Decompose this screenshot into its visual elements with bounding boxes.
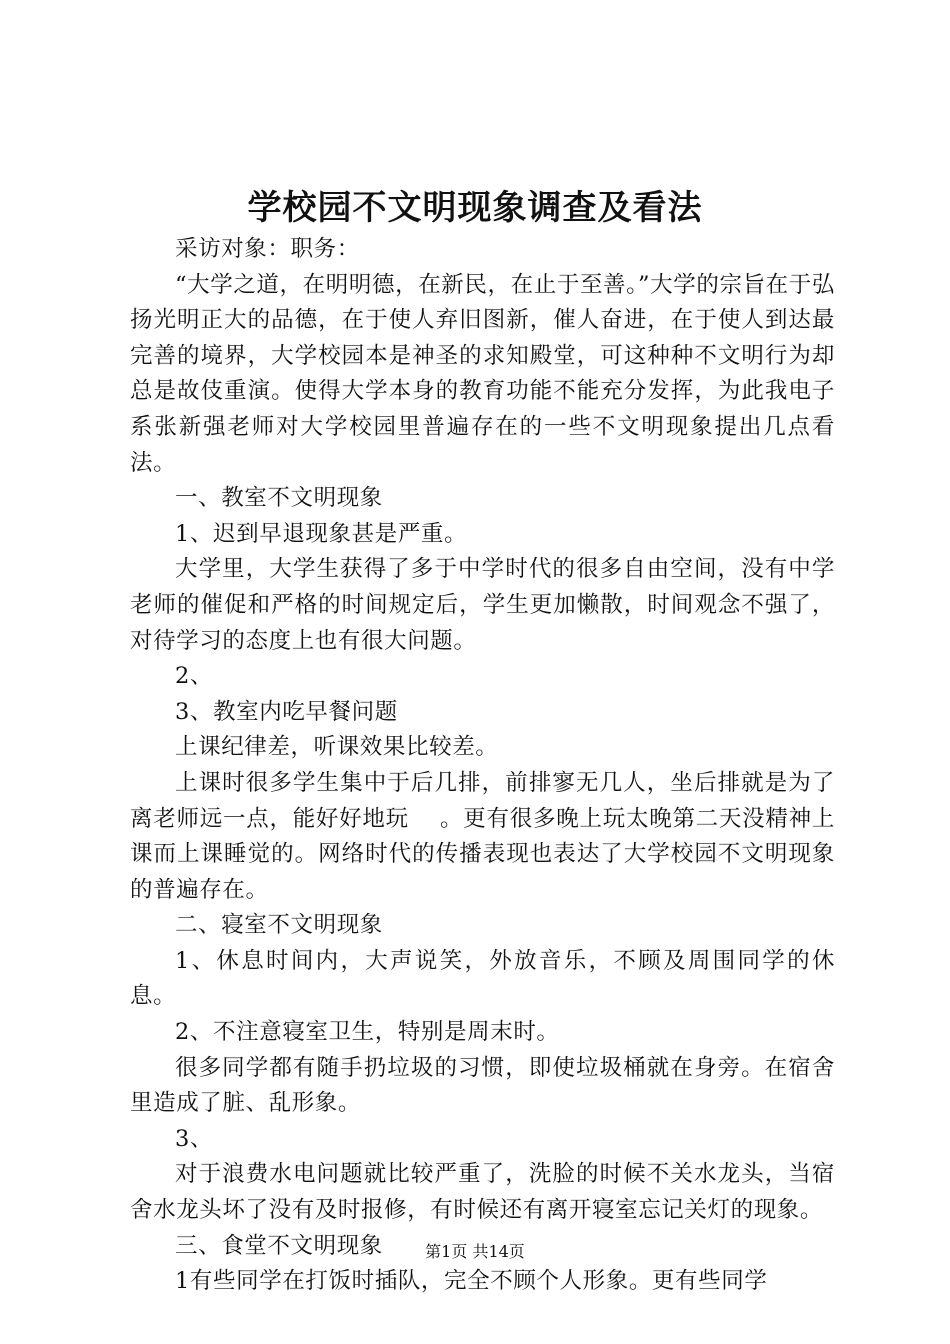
paragraph: 对于浪费水电问题就比较严重了，洗脸的时候不关水龙头，当宿舍水龙头坏了没有及时报修，有时候还有离开寝室忘记关灯的现象。 [130, 1161, 835, 1224]
section-heading-canteen: 三、食堂不文明现象 [175, 1232, 383, 1259]
page-footer: 第1页 共14页 [425, 1242, 525, 1261]
list-item: 3、 [175, 1125, 214, 1152]
paragraph: 1有些同学在打饭时插队，完全不顾个人形象。更有些同学 [175, 1268, 768, 1295]
page-title: 学校园不文明现象调查及看法 [247, 188, 703, 228]
list-item: 1、休息时间内，大声说笑，外放音乐，不顾及周围同学的休息。 [130, 947, 835, 1010]
list-item: 2、 [175, 663, 214, 690]
paragraph: 很多同学都有随手扔垃圾的习惯，即使垃圾桶就在身旁。在宿舍里造成了脏、乱形象。 [130, 1054, 835, 1117]
document-body [130, 232, 835, 1300]
paragraph: 上课时很多学生集中于后几排，前排寥无几人，坐后排就是为了离老师远一点，能好好地玩 。更有很多晚上玩太晚第二天没精神上课而上课睡觉的。网络时代的传播表现也表达了大学校园不文明现象的普遍存在。 [130, 769, 835, 903]
paragraph-intro: “大学之道，在明明德，在新民，在止于至善。”大学的宗旨在于弘扬光明正大的品德，在于使人弃旧图新，催人奋进，在于使人到达最完善的境界，大学校园本是神圣的求知殿堂，可这种种不文明行为却总是故伎重演。使得大学本身的教育功能不能充分发挥，为此我电子系张新强老师对大学校园里普遍存在的一些不文明现象提出几点看法。 [130, 271, 835, 476]
paragraph-interviewee: 采访对象：职务： [175, 236, 360, 262]
list-item: 3、教室内吃早餐问题 [175, 698, 398, 725]
paragraph: 上课纪律差，听课效果比较差。 [175, 734, 499, 761]
paragraph: 大学里，大学生获得了多于中学时代的很多自由空间，没有中学老师的催促和严格的时间规定后，学生更加懒散，时间观念不强了，对待学习的态度上也有很大问题。 [130, 556, 835, 654]
list-item: 2、不注意寝室卫生，特别是周末时。 [175, 1019, 560, 1046]
list-item: 1、迟到早退现象甚是严重。 [175, 520, 468, 547]
section-heading-classroom: 一、教室不文明现象 [175, 485, 383, 512]
section-heading-dormitory: 二、寝室不文明现象 [175, 912, 383, 939]
